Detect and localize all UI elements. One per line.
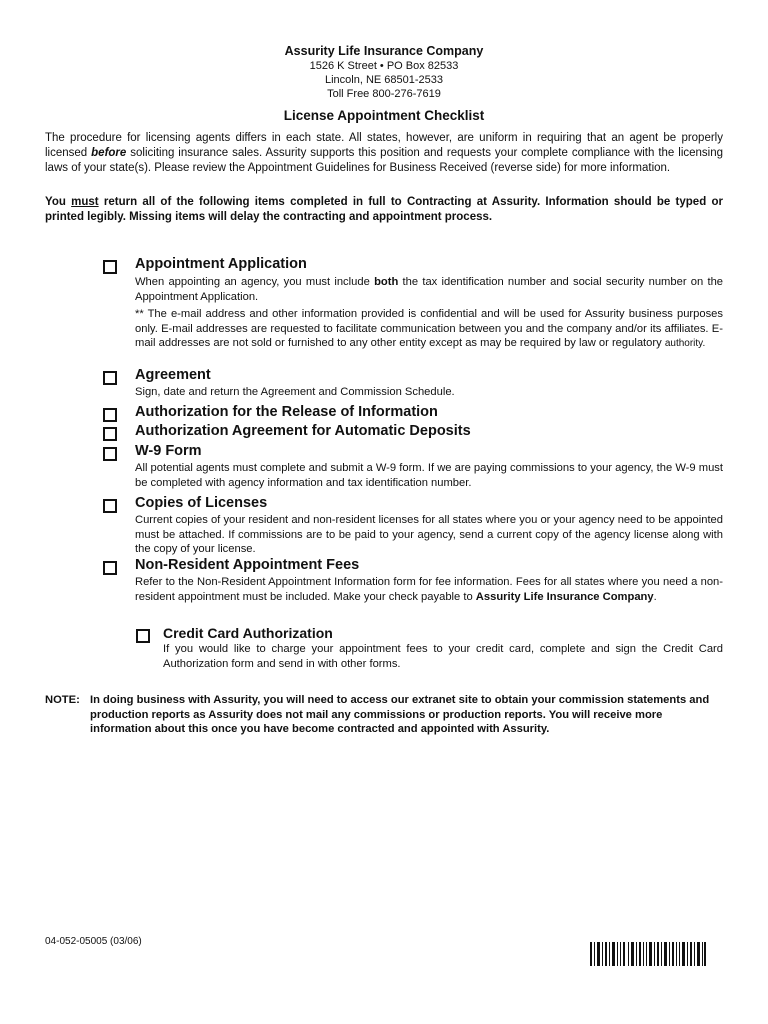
phone-number: Toll Free 800-276-7619 bbox=[327, 88, 441, 100]
desc-bold-both: both bbox=[374, 276, 399, 288]
intro-emphasis-before: before bbox=[91, 147, 127, 159]
desc-text: Refer to the Non-Resident Appointment Information form for fee information. Fees for all states where you need a non-resident appointment must be included. Make your check payable to bbox=[135, 576, 723, 603]
instructions-text-2: return all of the following items completed in full to Contracting at Assurity. Information should be typed or printed legibly. Missing items will delay the contracting and appointment process. bbox=[45, 196, 723, 223]
instructions-emphasis-must: must bbox=[71, 196, 99, 208]
item-heading-w9: W-9 Form bbox=[135, 443, 202, 459]
instructions-paragraph bbox=[45, 195, 723, 225]
company-name: Assurity Life Insurance Company bbox=[284, 44, 484, 58]
item-heading-appointment: Appointment Application bbox=[135, 256, 307, 272]
page-title: License Appointment Checklist bbox=[283, 108, 485, 123]
desc-text: ** The e-mail address and other information provided is confidential and will be used for Assurity business purposes only. E-mail addresses are requested to facilitate communication between you and the company and/or its affiliates. E-mail addresses are not sold or furnished to any other entity except as may be required by law or regulatory bbox=[135, 308, 723, 349]
form-number: 04-052-05005 (03/06) bbox=[45, 936, 142, 947]
intro-text-1: The procedure for licensing agents differs in each state. All states, however, are uniform in requiring that an agent be properly licensed bbox=[45, 132, 723, 159]
address-line-2: Lincoln, NE 68501-2533 bbox=[324, 74, 444, 86]
item-heading-authorization: Authorization for the Release of Information bbox=[135, 404, 438, 420]
desc-text: When appointing an agency, you must include bbox=[135, 276, 370, 288]
checkbox-nonresident[interactable] bbox=[103, 561, 117, 575]
item-desc-w9: All potential agents must complete and submit a W-9 form. If we are paying commissions to your agency, the W-9 must be completed with agency information and tax identification number. bbox=[135, 462, 723, 489]
item-desc-creditcard: If you would like to charge your appointment fees to your credit card, complete and sign the Credit Card Authorization form and send in with other forms. bbox=[163, 643, 723, 670]
item-desc-nonresident bbox=[135, 575, 723, 604]
intro-text-2: soliciting insurance sales. Assurity supports this position and requests your complete compliance with the licensing laws of your state(s). Please review the Appointment Guidelines for Business Received (reverse side) for more information. bbox=[45, 147, 724, 174]
item-desc-licenses: Current copies of your resident and non-resident licenses for all states where you or your agency need to be appointed must be attached. If commissions are to be paid to your agency, send a current copy of the agency license along with the copy of your license. bbox=[135, 514, 723, 555]
intro-paragraph bbox=[45, 131, 723, 176]
item-heading-creditcard: Credit Card Authorization bbox=[163, 625, 333, 641]
desc-bold-company: Assurity Life Insurance Company bbox=[475, 590, 654, 603]
checkbox-appointment[interactable] bbox=[103, 260, 117, 274]
address-line-1: 1526 K Street • PO Box 82533 bbox=[309, 60, 459, 72]
desc-text: the tax identification number and social security number on the Appointment Application. bbox=[135, 276, 724, 303]
item-heading-nonresident: Non-Resident Appointment Fees bbox=[135, 557, 360, 573]
item-heading-agreement: Agreement bbox=[135, 367, 211, 383]
checkbox-creditcard[interactable] bbox=[136, 629, 150, 643]
checkbox-licenses[interactable] bbox=[103, 499, 117, 513]
item-heading-deposits: Authorization Agreement for Automatic Deposits bbox=[135, 423, 471, 439]
item-desc-appointment-2 bbox=[135, 307, 723, 352]
desc-text-end: authority. bbox=[664, 338, 706, 349]
item-desc-appointment-1 bbox=[135, 275, 723, 304]
item-heading-licenses: Copies of Licenses bbox=[135, 495, 268, 511]
desc-text-end: . bbox=[653, 590, 657, 603]
item-desc-agreement: Sign, date and return the Agreement and Commission Schedule. bbox=[135, 386, 455, 398]
instructions-text-1: You bbox=[45, 196, 66, 208]
barcode-icon bbox=[590, 942, 706, 966]
checkbox-authorization[interactable] bbox=[103, 408, 117, 422]
checkbox-w9[interactable] bbox=[103, 447, 117, 461]
checkbox-deposits[interactable] bbox=[103, 427, 117, 441]
note-label: NOTE: bbox=[45, 694, 80, 706]
note-text: In doing business with Assurity, you will need to access our extranet site to obtain your commission statements and production reports as Assurity does not mail any commissions or production reports. You will receive more information about this once you have become contracted and appointed with Assurity. bbox=[90, 694, 710, 735]
checkbox-agreement[interactable] bbox=[103, 371, 117, 385]
